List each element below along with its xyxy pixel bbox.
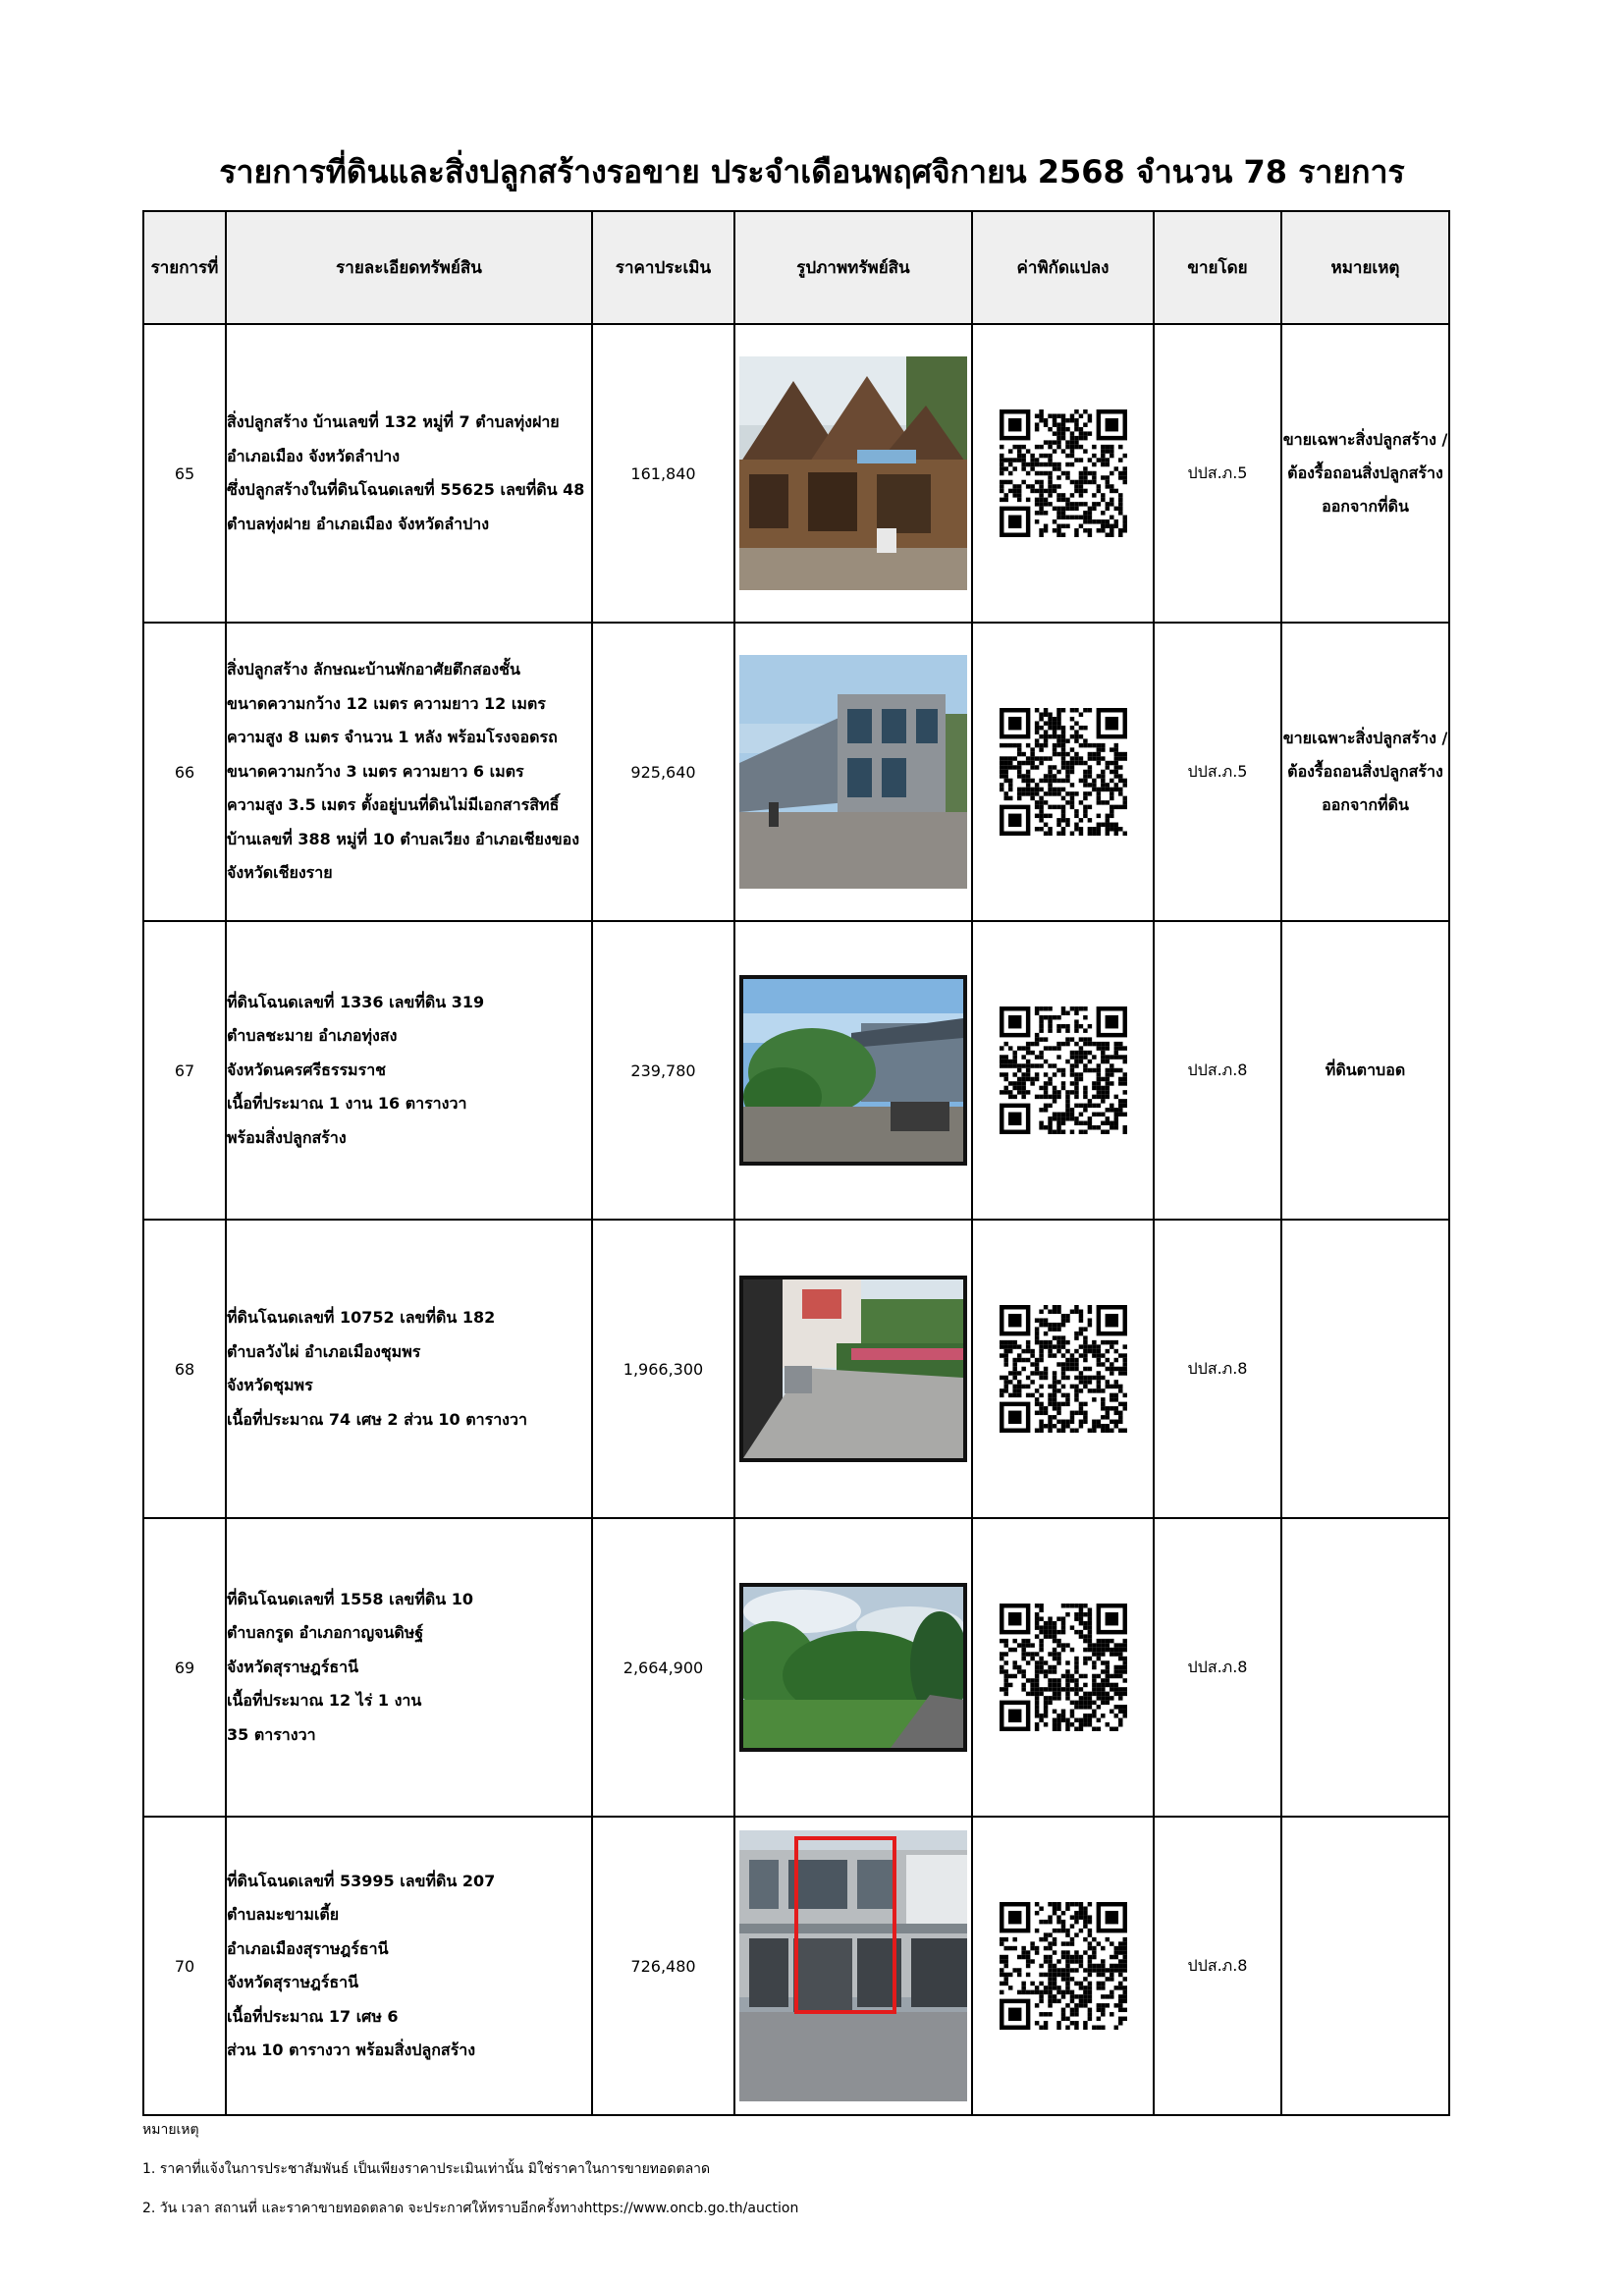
seller: ปปส.ภ.5 (1154, 623, 1281, 921)
coords-cell (972, 1817, 1154, 2115)
asset-details (226, 1518, 592, 1817)
header-coords: ค่าพิกัดแปลง (972, 211, 1154, 324)
item-number: 65 (143, 324, 226, 623)
seller: ปปส.ภ.8 (1154, 1220, 1281, 1518)
remark-line: ต้องรื้อถอนสิ่งปลูกสร้าง (1287, 762, 1443, 781)
remarks (1281, 1817, 1449, 2115)
detail-line: ตำบลวังไผ่ อำเภอเมืองชุมพร (227, 1341, 421, 1361)
detail-line: ซึ่งปลูกสร้างในที่ดินโฉนดเลขที่ 55625 เลขที่ดิน 48 (227, 480, 585, 499)
table-header-row (143, 211, 1449, 324)
detail-line: ที่ดินโฉนดเลขที่ 10752 เลขที่ดิน 182 (227, 1308, 496, 1327)
remark-line: ต้องรื้อถอนสิ่งปลูกสร้าง (1287, 463, 1443, 482)
table-row (143, 921, 1449, 1220)
footnote-item: 1. ราคาที่แจ้งในการประชาสัมพันธ์ เป็นเพียงราคาประเมินเท่านั้น มิใช่ราคาในการขายทอดตลาด (142, 2161, 711, 2177)
photo-cell (734, 324, 972, 623)
remarks (1281, 921, 1449, 1220)
detail-line: จังหวัดสุราษฎร์ธานี (227, 1973, 359, 1991)
table-row (143, 1220, 1449, 1518)
appraised-price: 726,480 (592, 1817, 734, 2115)
detail-line: ความสูง 8 เมตร จำนวน 1 หลัง พร้อมโรงจอดรถ (227, 728, 558, 747)
detail-line: ที่ดินโฉนดเลขที่ 53995 เลขที่ดิน 207 (227, 1871, 496, 1890)
appraised-price: 2,664,900 (592, 1518, 734, 1817)
footnote-item: 2. วัน เวลา สถานที่ และราคาขายทอดตลาด จะประกาศให้ทราบอีกครั้งทางhttps://www.oncb.go.th/auction (142, 2201, 799, 2216)
appraised-price: 161,840 (592, 324, 734, 623)
table-row (143, 1518, 1449, 1817)
photo-cell (734, 1817, 972, 2115)
table-row (143, 1817, 1449, 2115)
detail-line: จังหวัดชุมพร (227, 1376, 313, 1394)
asset-details (226, 1220, 592, 1518)
photo-cell (734, 1220, 972, 1518)
remarks (1281, 324, 1449, 623)
header-photo: รูปภาพทรัพย์สิน (734, 211, 972, 324)
qr-code-icon[interactable] (1000, 708, 1127, 836)
detail-line: ตำบลกรูด อำเภอกาญจนดิษฐ์ (227, 1623, 424, 1643)
detail-line: ขนาดความกว้าง 12 เมตร ความยาว 12 เมตร (227, 693, 546, 713)
footnotes (142, 2119, 798, 2237)
detail-line: ที่ดินโฉนดเลขที่ 1558 เลขที่ดิน 10 (227, 1589, 474, 1608)
qr-code-icon[interactable] (1000, 1604, 1127, 1731)
detail-line: สิ่งปลูกสร้าง บ้านเลขที่ 132 หมู่ที่ 7 ตำบลทุ่งฝาย (227, 412, 560, 431)
detail-line: เนื้อที่ประมาณ 12 ไร่ 1 งาน (227, 1691, 422, 1711)
asset-details (226, 1817, 592, 2115)
detail-line: เนื้อที่ประมาณ 74 เศษ 2 ส่วน 10 ตารางวา (227, 1409, 527, 1429)
coords-cell (972, 324, 1154, 623)
detail-line: อำเภอเมือง จังหวัดลำปาง (227, 446, 401, 465)
remarks (1281, 1518, 1449, 1817)
item-number: 66 (143, 623, 226, 921)
remark-line: ขายเฉพาะสิ่งปลูกสร้าง / (1282, 729, 1448, 747)
table-row (143, 623, 1449, 921)
coords-cell (972, 921, 1154, 1220)
detail-line: 35 ตารางวา (227, 1724, 316, 1744)
header-remarks: หมายเหตุ (1281, 211, 1449, 324)
page-title: รายการที่ดินและสิ่งปลูกสร้างรอขาย ประจำเดือนพฤศจิกายน 2568 จำนวน 78 รายการ (219, 153, 1405, 190)
property-photo-land-house (739, 975, 967, 1166)
property-photo-street (739, 1276, 967, 1462)
qr-code-icon[interactable] (1000, 409, 1127, 537)
detail-line: จังหวัดนครศรีธรรมราช (227, 1060, 387, 1079)
remark-line: ที่ดินตาบอด (1325, 1061, 1406, 1079)
property-photo-building (739, 655, 967, 889)
property-photo-house (739, 356, 967, 590)
detail-line: ขนาดความกว้าง 3 เมตร ความยาว 6 เมตร (227, 761, 524, 781)
detail-line: ที่ดินโฉนดเลขที่ 1336 เลขที่ดิน 319 (227, 992, 485, 1011)
detail-line: ตำบลมะขามเตี้ย (227, 1905, 340, 1924)
detail-line: จังหวัดเชียงราย (227, 863, 333, 883)
header-price: ราคาประเมิน (592, 211, 734, 324)
asset-details (226, 623, 592, 921)
appraised-price: 925,640 (592, 623, 734, 921)
table-row (143, 324, 1449, 623)
coords-cell (972, 1220, 1154, 1518)
asset-details (226, 324, 592, 623)
detail-line: เนื้อที่ประมาณ 17 เศษ 6 (227, 2006, 399, 2026)
seller: ปปส.ภ.8 (1154, 1817, 1281, 2115)
detail-line: สิ่งปลูกสร้าง ลักษณะบ้านพักอาศัยตึกสองชั้น (227, 660, 520, 680)
remarks (1281, 1220, 1449, 1518)
detail-line: ตำบลชะมาย อำเภอทุ่งสง (227, 1026, 398, 1046)
remark-line: ออกจากที่ดิน (1322, 795, 1409, 814)
header-details: รายละเอียดทรัพย์สิน (226, 211, 592, 324)
remark-line: ขายเฉพาะสิ่งปลูกสร้าง / (1282, 430, 1448, 449)
appraised-price: 1,966,300 (592, 1220, 734, 1518)
seller: ปปส.ภ.8 (1154, 921, 1281, 1220)
property-photo-land (739, 1583, 967, 1752)
detail-line: พร้อมสิ่งปลูกสร้าง (227, 1127, 347, 1147)
photo-cell (734, 921, 972, 1220)
asset-details (226, 921, 592, 1220)
appraised-price: 239,780 (592, 921, 734, 1220)
item-number: 68 (143, 1220, 226, 1518)
photo-cell (734, 623, 972, 921)
detail-line: จังหวัดสุราษฎร์ธานี (227, 1657, 359, 1676)
coords-cell (972, 623, 1154, 921)
item-number: 70 (143, 1817, 226, 2115)
qr-code-icon[interactable] (1000, 1305, 1127, 1433)
seller: ปปส.ภ.8 (1154, 1518, 1281, 1817)
item-number: 67 (143, 921, 226, 1220)
detail-line: ส่วน 10 ตารางวา พร้อมสิ่งปลูกสร้าง (227, 2040, 476, 2059)
qr-code-icon[interactable] (1000, 1006, 1127, 1134)
remark-line: ออกจากที่ดิน (1322, 497, 1409, 516)
remarks (1281, 623, 1449, 921)
header-seller: ขายโดย (1154, 211, 1281, 324)
detail-line: ตำบลทุ่งฝาย อำเภอเมือง จังหวัดลำปาง (227, 514, 490, 533)
seller: ปปส.ภ.5 (1154, 324, 1281, 623)
detail-line: บ้านเลขที่ 388 หมู่ที่ 10 ตำบลเวียง อำเภอเชียงของ (227, 829, 580, 848)
photo-cell (734, 1518, 972, 1817)
coords-cell (972, 1518, 1154, 1817)
detail-line: อำเภอเมืองสุราษฎร์ธานี (227, 1938, 389, 1958)
header-item-no: รายการที่ (143, 211, 226, 324)
property-photo-shophouse (739, 1830, 967, 2101)
footnote-heading: หมายเหตุ (142, 2122, 199, 2138)
detail-line: ความสูง 3.5 เมตร ตั้งอยู่บนที่ดินไม่มีเอกสารสิทธิ์ (227, 795, 560, 815)
detail-line: เนื้อที่ประมาณ 1 งาน 16 ตารางวา (227, 1094, 467, 1114)
asset-table (142, 210, 1450, 2116)
item-number: 69 (143, 1518, 226, 1817)
qr-code-icon[interactable] (1000, 1902, 1127, 2030)
